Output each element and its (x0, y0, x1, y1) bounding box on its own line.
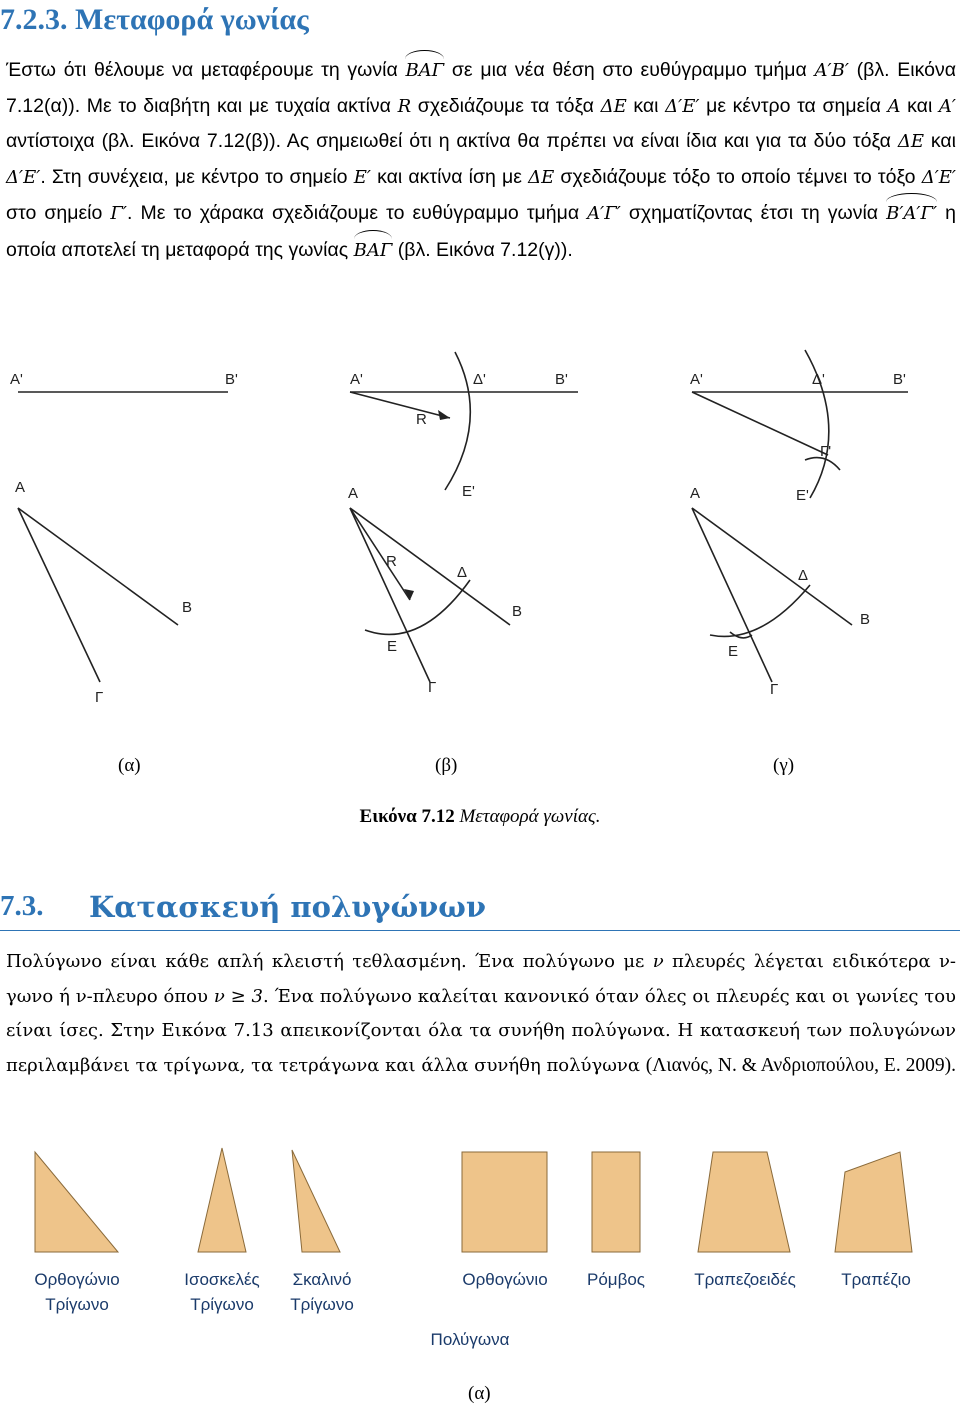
section-heading: 7.2.3. Μεταφορά γωνίας (0, 3, 309, 36)
math-radius: R (397, 95, 412, 117)
rhombus-shape (592, 1152, 640, 1252)
label-d-c: Δ (798, 567, 809, 584)
subcaption-c: (γ) (773, 755, 795, 776)
label-a-b: A (348, 485, 359, 502)
label-rect: Ορθογώνιο (462, 1270, 548, 1289)
label-a1: A' (10, 371, 23, 388)
math-point: E′ (353, 166, 371, 188)
label-r: R (386, 553, 397, 570)
label-g-c: Γ (770, 681, 779, 698)
label-right-1: Ορθογώνιο (34, 1270, 120, 1289)
text: Πολύγωνο είναι κάθε απλή κλειστή τεθλασμένη. Ένα πολύγωνο με (6, 951, 653, 972)
text: με κέντρο τα σημεία (699, 94, 888, 117)
trapezium-shape (835, 1152, 912, 1252)
arrowhead-r-top (438, 410, 450, 420)
math-segment: A′B′ (814, 60, 849, 81)
ray-a3g3 (692, 392, 828, 455)
text: και (900, 94, 939, 117)
label-a2: A' (350, 371, 363, 388)
label-group: Πολύγωνα (430, 1330, 510, 1349)
text: σε μια νέα θέση στο ευθύγραμμο τμήμα (444, 59, 815, 81)
citation: (Λιανός, Ν. & Ανδριοπούλου, Ε. 2009). (645, 1054, 956, 1076)
section-heading-polygons (0, 884, 960, 931)
math-arc: Δ′E′ (6, 166, 41, 188)
label-e2: E' (462, 483, 475, 500)
label-scal-2: Τρίγωνο (290, 1295, 354, 1314)
text: και (923, 130, 956, 152)
label-b3: B' (893, 371, 906, 388)
isosceles-triangle-shape (198, 1148, 246, 1252)
figure-7-12 (0, 340, 960, 770)
label-trapezium: Τραπέζιο (841, 1270, 911, 1289)
math-point: A′ (938, 95, 957, 117)
label-e-c: E (728, 643, 739, 660)
figure-caption-7-12 (0, 806, 960, 828)
label-g3: Γ' (820, 443, 832, 460)
text: σχεδιάζουμε τόξο το οποίο τέμνει το τόξο (554, 165, 922, 188)
arc-de-c (710, 585, 810, 636)
label-r-top: R (416, 411, 427, 428)
math-arc: ΔE (897, 131, 924, 152)
ray-ab-b (350, 508, 510, 625)
math-arc: Δ′E′ (665, 95, 700, 117)
caption-text: Μεταφορά γωνίας. (454, 806, 601, 827)
label-rhomb: Ρόμβος (586, 1270, 646, 1289)
text: αντίστοιχα (βλ. Εικόνα 7.12(β)). Ας σημειωθεί ότι η ακτίνα θα πρέπει να είναι ίδια και για τα δύο τόξα (6, 130, 898, 152)
right-triangle-shape (35, 1152, 118, 1252)
math-angle: BAΓ (405, 52, 444, 89)
label-trapezoid: Τραπεζοειδές (694, 1270, 796, 1289)
text: (βλ. Εικόνα 7.12(γ)). (392, 238, 573, 261)
text: πλευρές λέγεται ειδικότερα ν-γωνο ή ν-πλευρο όπου (6, 951, 956, 1007)
label-a: A (15, 479, 26, 496)
label-a-c: A (690, 485, 701, 502)
text: . Στη συνέχεια, με κέντρο το σημείο (40, 165, 354, 188)
label-scal-1: Σκαλινό (292, 1270, 352, 1289)
label-iso-2: Τρίγωνο (190, 1295, 254, 1314)
text: στο σημείο (6, 202, 111, 224)
section-title: Κατασκευή πολυγώνων (89, 890, 487, 924)
ray-ab-c (692, 508, 852, 625)
text: και (626, 94, 666, 117)
ray-ab (18, 508, 178, 625)
ray-ag (18, 508, 100, 682)
label-a3: A' (690, 371, 703, 388)
label-right-2: Τρίγωνο (45, 1295, 109, 1314)
label-b2: B' (555, 371, 568, 388)
math-arc: ΔE (528, 166, 555, 188)
math-angle: B′A′Γ′ (886, 195, 937, 232)
text: Έστω ότι θέλουμε να μεταφέρουμε τη γωνία (6, 59, 406, 81)
label-b-c: B (860, 611, 871, 628)
math-segment: A′Γ′ (587, 203, 621, 224)
math-inequality: ν ≥ 3 (213, 985, 263, 1007)
text: η οποία αποτελεί τη μεταφορά της γωνίας (6, 202, 956, 261)
label-d2: Δ' (473, 371, 486, 388)
text: (βλ. Εικόνα 7.12(α)). Με το διαβήτη και με τυχαία ακτίνα (6, 59, 956, 117)
label-e3: E' (796, 487, 809, 504)
scalene-triangle-shape (292, 1150, 340, 1252)
section-number: 7.3. (0, 890, 44, 922)
label-iso-1: Ισοσκελές (184, 1270, 260, 1289)
radius-r (350, 508, 410, 600)
label-g-b: Γ (428, 679, 437, 696)
math-point: A (887, 95, 901, 117)
subcaption-b: (β) (435, 755, 458, 776)
label-b: B (182, 599, 193, 616)
subcaption-a: (α) (118, 755, 141, 776)
caption-label: Εικόνα 7.12 (359, 806, 455, 827)
rectangle-shape (462, 1152, 547, 1252)
label-g: Γ (95, 689, 104, 706)
arc-de (365, 580, 470, 634)
figure-7-13 (0, 1140, 960, 1370)
math-n: ν (652, 951, 664, 972)
math-arc: Δ′E′ (921, 166, 957, 188)
paragraph-polygons (6, 945, 956, 1083)
arc-d2e2 (445, 352, 470, 490)
label-b-b: B (512, 603, 523, 620)
text: . Ένα πολύγωνο καλείται κανονικό όταν όλες οι πλευρές και οι γωνίες του είναι ίσες. Στην Εικόνα 7.13 απεικονίζονται όλα τα συνήθη πολύγωνα. Η κατασκευή των πολυγώνων περιλαμβάνει τα τρίγωνα, τα τετράγωνα και άλλα συνήθη πολύγωνα (6, 985, 957, 1076)
math-point: Γ′ (110, 203, 127, 224)
ray-ag-b (350, 508, 430, 682)
text: . Με το χάρακα σχεδιάζουμε το ευθύγραμμο τμήμα (126, 202, 588, 224)
text: σχεδιάζουμε τα τόξα (411, 94, 601, 117)
text: και ακτίνα ίση με (370, 165, 529, 188)
subcaption-7-13-a: (α) (468, 1383, 491, 1404)
label-e: E (387, 638, 398, 655)
radius-r-top (350, 392, 450, 418)
label-d3: Δ' (812, 371, 825, 388)
label-d: Δ (457, 564, 468, 581)
math-angle: BAΓ (354, 232, 393, 269)
label-b1: B' (225, 371, 238, 388)
trapezoid-shape (698, 1152, 790, 1252)
math-arc: ΔE (600, 95, 627, 117)
paragraph-angle-transfer (6, 52, 956, 268)
text: σχηματίζοντας έτσι τη γωνία (620, 202, 887, 224)
